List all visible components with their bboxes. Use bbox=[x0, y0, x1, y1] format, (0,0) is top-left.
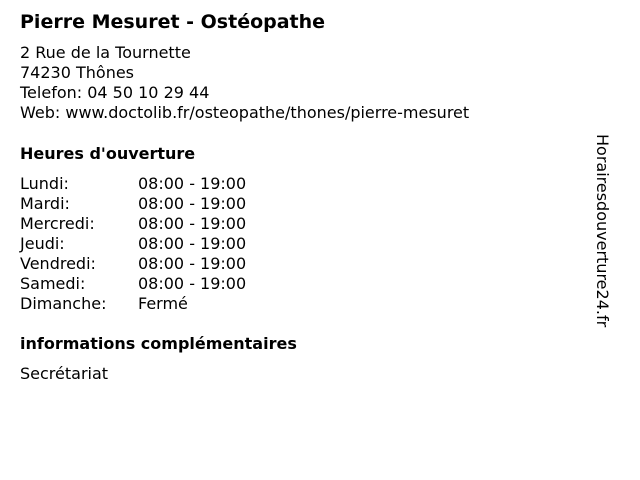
address-block bbox=[20, 43, 469, 123]
day-label: Jeudi: bbox=[20, 234, 65, 253]
hours-row-friday bbox=[20, 254, 246, 274]
additional-info-heading: informations complémentaires bbox=[20, 334, 297, 353]
city-postcode: 74230 Thônes bbox=[20, 63, 135, 82]
page-title: Pierre Mesuret - Ostéopathe bbox=[20, 11, 326, 33]
day-hours: 08:00 - 19:00 bbox=[138, 274, 247, 293]
additional-info-text: Secrétariat bbox=[20, 364, 109, 383]
day-label: Mercredi: bbox=[20, 214, 95, 233]
day-hours: 08:00 - 19:00 bbox=[138, 254, 247, 273]
day-label: Samedi: bbox=[20, 274, 86, 293]
phone-number: Telefon: 04 50 10 29 44 bbox=[20, 83, 210, 102]
hours-row-saturday bbox=[20, 274, 246, 294]
day-label: Lundi: bbox=[20, 174, 69, 193]
opening-hours-table bbox=[20, 174, 246, 314]
day-hours: Fermé bbox=[138, 294, 188, 313]
hours-row-tuesday bbox=[20, 194, 246, 214]
opening-hours-heading: Heures d'ouverture bbox=[20, 144, 196, 163]
street-address: 2 Rue de la Tournette bbox=[20, 43, 191, 62]
day-label: Vendredi: bbox=[20, 254, 96, 273]
hours-row-thursday bbox=[20, 234, 246, 254]
day-label: Mardi: bbox=[20, 194, 70, 213]
day-hours: 08:00 - 19:00 bbox=[138, 174, 247, 193]
website-url: Web: www.doctolib.fr/osteopathe/thones/pierre-mesuret bbox=[20, 103, 470, 122]
day-hours: 08:00 - 19:00 bbox=[138, 214, 247, 233]
site-watermark: Horairesdouverture24.fr bbox=[593, 134, 612, 328]
hours-row-monday bbox=[20, 174, 246, 194]
hours-row-sunday bbox=[20, 294, 246, 314]
day-hours: 08:00 - 19:00 bbox=[138, 194, 247, 213]
day-label: Dimanche: bbox=[20, 294, 107, 313]
day-hours: 08:00 - 19:00 bbox=[138, 234, 247, 253]
hours-row-wednesday bbox=[20, 214, 246, 234]
